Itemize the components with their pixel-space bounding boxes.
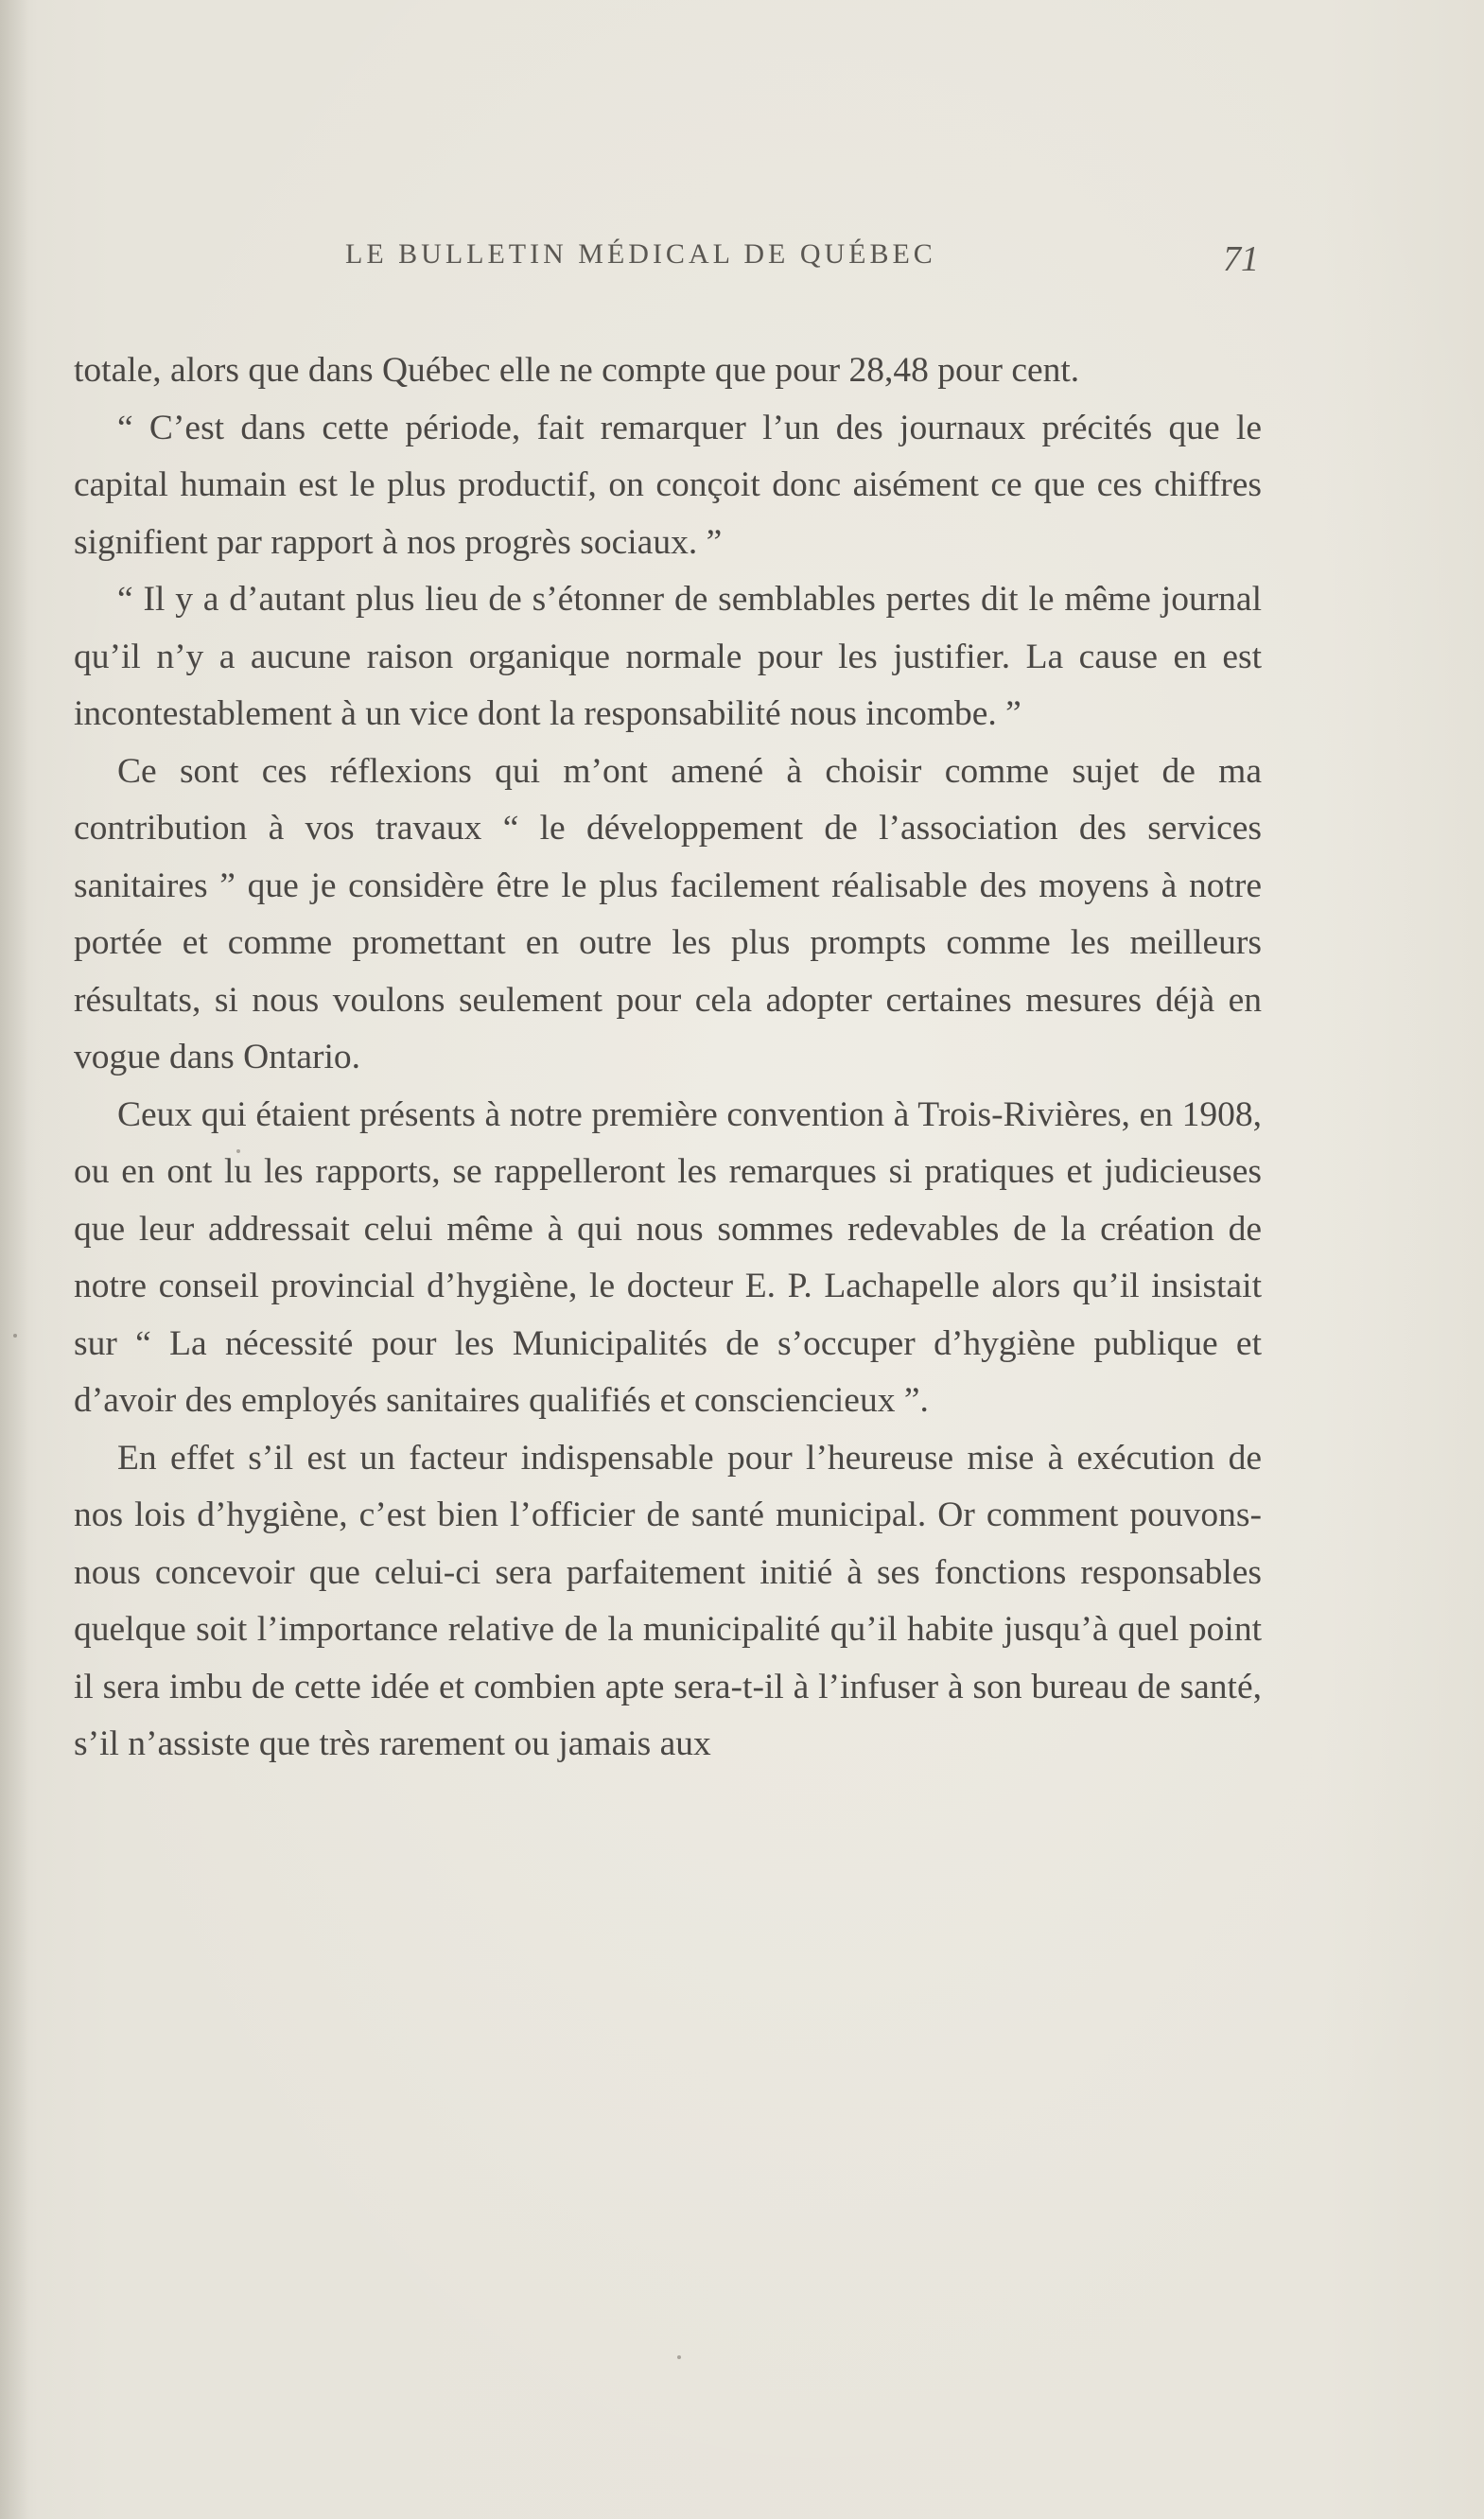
paragraph: Ceux qui étaient présents à notre première convention à Trois-Rivières, en 1908, ou en ont lu les rapports, se rappelleront les remarques si pratiques et judicieuses que leur addressait celui même à qui nous sommes redevables de la création de notre conseil provincial d’hygiène, le docteur E. P. Lachapelle alors qu’il insistait sur “ La nécessité pour les Municipalités de s’occuper d’hygiène publique et d’avoir des employés sanitaires qualifiés et consciencieux ”. [74,1094,1262,1420]
paragraph: “ C’est dans cette période, fait remarquer l’un des journaux précités que le capital humain est le plus productif, on conçoit donc aisément ce que ces chiffres signifient par rapport à nos progrès sociaux. ” [74,408,1262,562]
page-number: 71 [1223,239,1259,279]
paragraph: Ce sont ces réflexions qui m’ont amené à choisir comme sujet de ma contribution à vos travaux “ le développement de l’association des services sanitaires ” que je considère être le plus facilement réalisable des moyens à notre portée et comme promettant en outre les plus prompts comme les meilleurs résultats, si nous voulons seulement pour cela adopter certaines mesures déjà en vogue dans Ontario. [74,751,1262,1076]
binding-shadow [0,0,28,2519]
paper-speck [13,1334,17,1338]
running-title: LE BULLETIN MÉDICAL DE QUÉBEC [345,238,936,270]
running-head [0,238,1484,286]
paper-speck [677,2355,681,2359]
paper-speck [236,1149,240,1153]
paragraph: totale, alors que dans Québec elle ne compte que pour 28,48 pour cent. [74,351,1080,390]
paragraph: “ Il y a d’autant plus lieu de s’étonner de semblables pertes dit le même journal qu’il n’y a aucune raison organique normale pour les justifier. La cause en est incontestablement à un vice dont la responsabilité nous incombe. ” [74,580,1262,733]
paragraph: En effet s’il est un facteur indispensable pour l’heureuse mise à exécution de nos lois d’hygiène, c’est bien l’officier de santé municipal. Or comment pouvons-nous concevoir que celui-ci sera parfaitement initié à ses fonctions responsables quelque soit l’importance relative de la municipalité qu’il habite jusqu’à quel point il sera imbu de cette idée et combien apte sera-t-il à l’infuser à son bureau de santé, s’il n’assiste que très rarement ou jamais aux [74,1438,1262,1763]
body-text [74,342,1262,1774]
